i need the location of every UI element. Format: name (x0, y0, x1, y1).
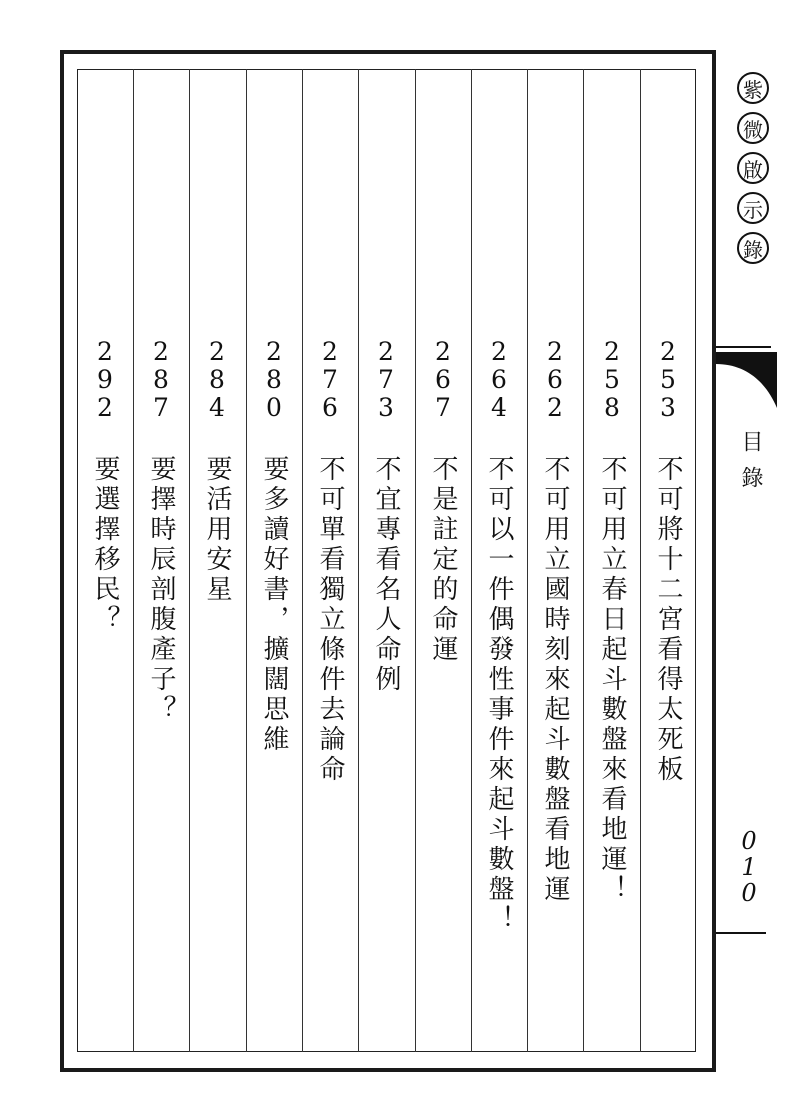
entry-page-digit: 7 (435, 393, 451, 422)
entry-page-digit: 2 (660, 337, 676, 366)
entry-page-digit: 2 (547, 393, 563, 422)
entry-page-digit: 3 (378, 393, 394, 422)
entry-page-number (85, 338, 125, 422)
entry-page-digit: 8 (153, 365, 169, 394)
entry-title[interactable]: 要活用安星 (202, 455, 232, 605)
column-divider (302, 69, 303, 1052)
entry-page-digit: 4 (491, 393, 507, 422)
entry-page-number (592, 338, 632, 422)
entry-page-digit: 2 (153, 337, 169, 366)
column-divider (527, 69, 528, 1052)
entry-page-digit: 2 (209, 337, 225, 366)
entry-page-number (366, 338, 406, 422)
book-title (735, 72, 771, 264)
entry-page-digit: 7 (378, 365, 394, 394)
entry-title[interactable]: 不可將十二宮看得太死板 (653, 455, 683, 785)
entry-page-number (423, 338, 463, 422)
entry-page-number (479, 338, 519, 422)
entry-page-digit: 7 (153, 393, 169, 422)
entry-page-digit: 5 (604, 365, 620, 394)
entry-page-digit: 8 (604, 393, 620, 422)
entry-page-digit: 2 (604, 337, 620, 366)
entry-page-digit: 2 (97, 337, 113, 366)
entry-page-digit: 8 (209, 365, 225, 394)
entry-title[interactable]: 要多讀好書，擴闊思維 (259, 455, 289, 755)
entry-title[interactable]: 不可用立春日起斗數盤來看地運！ (597, 455, 627, 905)
column-divider (415, 69, 416, 1052)
entry-page-digit: 6 (322, 393, 338, 422)
entry-title[interactable]: 要選擇移民？ (90, 455, 120, 635)
entry-page-digit: 4 (209, 393, 225, 422)
entry-page-digit: 2 (266, 337, 282, 366)
entry-page-digit: 2 (547, 337, 563, 366)
entry-title[interactable]: 不可單看獨立條件去論命 (315, 455, 345, 785)
column-divider (640, 69, 641, 1052)
page-number-rule (716, 932, 766, 934)
entry-page-digit: 9 (97, 365, 113, 394)
page-number (734, 828, 764, 906)
entry-page-digit: 0 (266, 393, 282, 422)
entry-page-number (310, 338, 350, 422)
entry-page-number (648, 338, 688, 422)
entry-title[interactable]: 不是註定的命運 (428, 455, 458, 665)
entry-page-number (141, 338, 181, 422)
book-title-char: 啟 (737, 152, 769, 184)
column-divider (246, 69, 247, 1052)
section-tab-marker (716, 352, 777, 408)
entry-page-digit: 2 (378, 337, 394, 366)
entry-page-digit: 8 (266, 365, 282, 394)
column-divider (583, 69, 584, 1052)
column-divider (133, 69, 134, 1052)
book-title-char: 紫 (737, 72, 769, 104)
book-title-char: 示 (737, 192, 769, 224)
book-title-char: 微 (737, 112, 769, 144)
entry-title[interactable]: 不可用立國時刻來起斗數盤看地運 (540, 455, 570, 905)
section-label: 目錄 (738, 430, 763, 502)
section-rule-top (716, 346, 771, 348)
entry-page-number (254, 338, 294, 422)
entry-page-digit: 2 (97, 393, 113, 422)
column-divider (471, 69, 472, 1052)
entry-page-digit: 2 (491, 337, 507, 366)
entry-page-digit: 2 (322, 337, 338, 366)
entry-title[interactable]: 不宜專看名人命例 (371, 455, 401, 695)
page-number-digit: 1 (741, 853, 757, 881)
column-divider (358, 69, 359, 1052)
entry-page-digit: 6 (435, 365, 451, 394)
entry-page-number (535, 338, 575, 422)
book-title-char: 錄 (737, 232, 769, 264)
entry-title[interactable]: 不可以一件偶發性事件來起斗數盤！ (484, 455, 514, 935)
entry-page-digit: 6 (547, 365, 563, 394)
column-divider (189, 69, 190, 1052)
entry-page-digit: 2 (435, 337, 451, 366)
entry-title[interactable]: 要擇時辰剖腹產子？ (146, 455, 176, 725)
entry-page-digit: 3 (660, 393, 676, 422)
page-number-digit: 0 (741, 879, 757, 907)
entry-page-number (197, 338, 237, 422)
page-number-digit: 0 (741, 827, 757, 855)
entry-page-digit: 5 (660, 365, 676, 394)
entry-page-digit: 7 (322, 365, 338, 394)
entry-page-digit: 6 (491, 365, 507, 394)
